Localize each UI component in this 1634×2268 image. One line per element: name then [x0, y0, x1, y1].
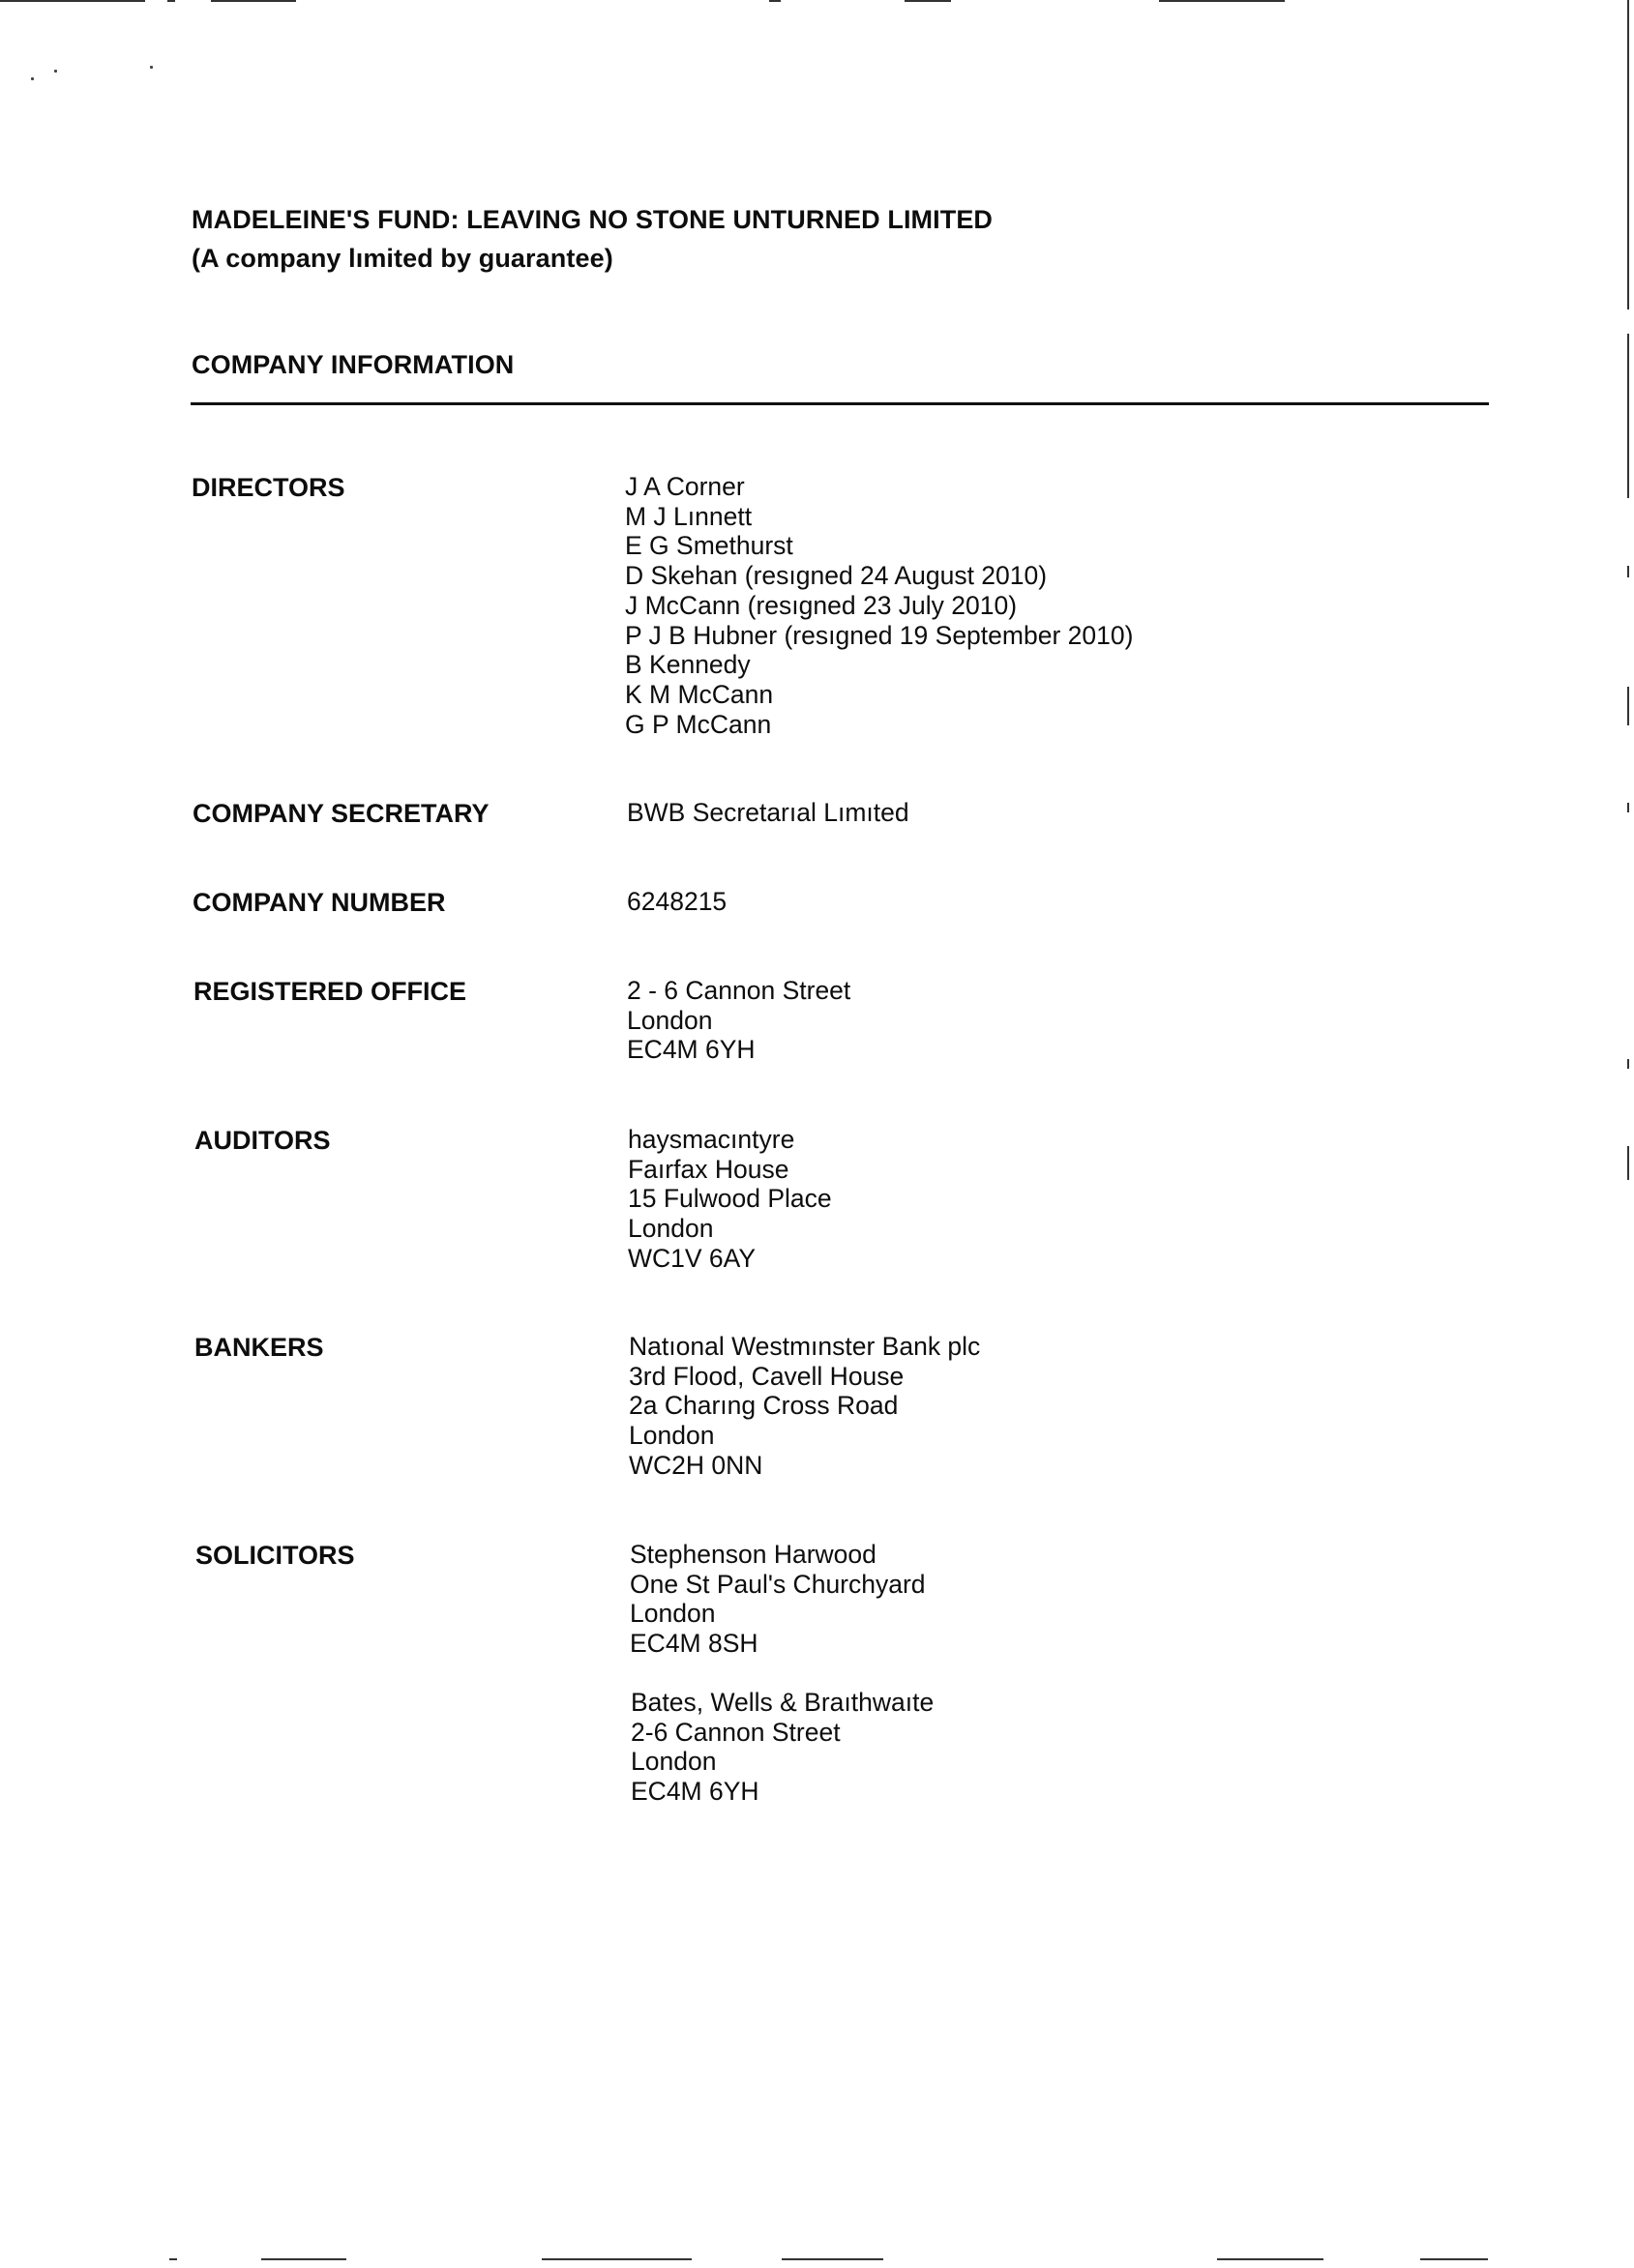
bankers-line-2: 3rd Flood, Cavell House — [629, 1361, 905, 1391]
bankers-line-5: WC2H 0NN — [629, 1450, 763, 1480]
director-3: E G Smethurst — [625, 531, 793, 561]
secretary-label: COMPANY SECRETARY — [193, 799, 490, 828]
secretary-value — [627, 798, 909, 828]
auditors-line-5: WC1V 6AY — [628, 1243, 757, 1273]
solicitors-address-2 — [631, 1688, 934, 1807]
office-label: REGISTERED OFFICE — [193, 977, 467, 1006]
solicitors-label: SOLICITORS — [195, 1541, 355, 1570]
director-1: J A Corner — [625, 472, 745, 501]
bankers-line-4: London — [629, 1421, 715, 1451]
solicitors-b-line-3: London — [631, 1747, 717, 1777]
directors-list — [625, 472, 1133, 739]
secretary-line-1: BWB Secretarıal Lımıted — [627, 798, 909, 827]
directors-label: DIRECTORS — [192, 473, 345, 502]
auditors-line-1: haysmacıntyre — [628, 1125, 795, 1154]
bankers-address — [629, 1332, 980, 1481]
section-heading: COMPANY INFORMATION — [192, 350, 515, 379]
solicitors-address-1 — [630, 1540, 926, 1659]
director-9: G P McCann — [625, 709, 772, 739]
bankers-line-3: 2a Charıng Cross Road — [629, 1391, 899, 1421]
office-line-1: 2 - 6 Cannon Street — [627, 976, 851, 1005]
auditors-line-3: 15 Fulwood Place — [628, 1184, 832, 1214]
number-label: COMPANY NUMBER — [193, 888, 446, 917]
heading-rule — [191, 402, 1489, 405]
solicitors-a-line-2: One St Paul's Churchyard — [630, 1569, 926, 1599]
auditors-line-2: Faırfax House — [628, 1154, 789, 1184]
number-value — [627, 887, 727, 917]
solicitors-b-line-4: EC4M 6YH — [631, 1777, 759, 1807]
company-title: MADELEINE'S FUND: LEAVING NO STONE UNTURNED LIMITED — [192, 205, 994, 234]
number-line-1: 6248215 — [627, 887, 728, 916]
solicitors-a-line-1: Stephenson Harwood — [630, 1540, 876, 1569]
bankers-label: BANKERS — [194, 1333, 324, 1362]
solicitors-a-line-4: EC4M 8SH — [630, 1629, 758, 1659]
director-2: M J Lınnett — [625, 501, 753, 531]
solicitors-b-line-1: Bates, Wells & Braıthwaıte — [631, 1688, 935, 1717]
auditors-address — [628, 1125, 832, 1274]
auditors-line-4: London — [628, 1214, 714, 1244]
auditors-label: AUDITORS — [194, 1126, 331, 1155]
solicitors-a-line-3: London — [630, 1599, 716, 1629]
office-line-3: EC4M 6YH — [627, 1035, 756, 1065]
director-5: J McCann (resıgned 23 July 2010) — [625, 590, 1018, 620]
director-6: P J B Hubner (resıgned 19 September 2010) — [625, 620, 1134, 650]
company-subtitle: (A company lımited by guarantee) — [192, 244, 613, 273]
bankers-line-1: Natıonal Westmınster Bank plc — [629, 1332, 981, 1361]
director-7: B Kennedy — [625, 650, 751, 680]
office-address — [627, 976, 850, 1065]
office-line-2: London — [627, 1005, 713, 1035]
director-4: D Skehan (resıgned 24 August 2010) — [625, 561, 1048, 591]
director-8: K M McCann — [625, 679, 774, 709]
solicitors-b-line-2: 2-6 Cannon Street — [631, 1717, 841, 1747]
